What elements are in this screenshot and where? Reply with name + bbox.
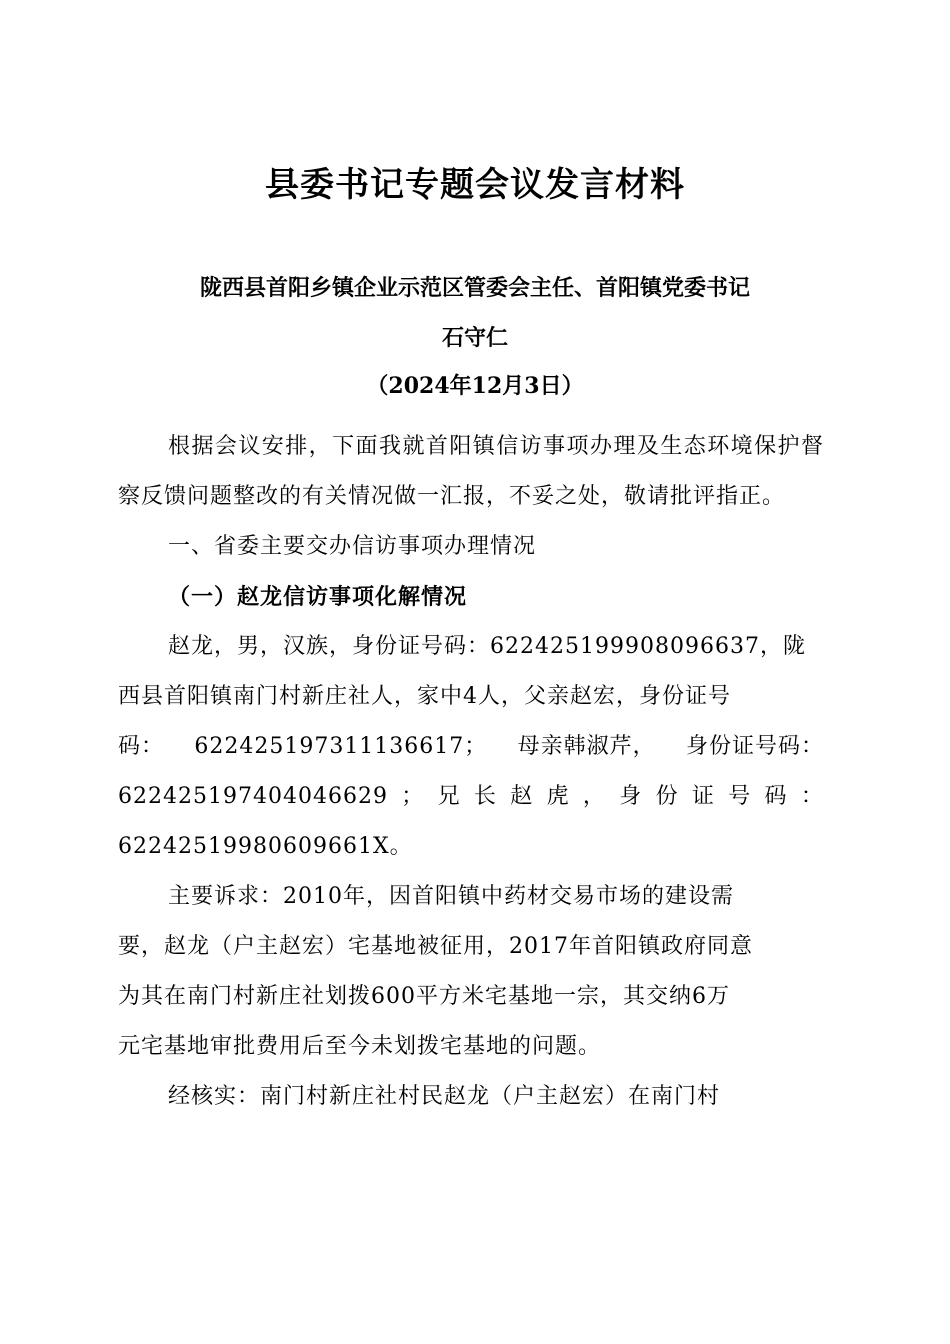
identity-line-3-part: 母亲韩淑芹， — [517, 734, 656, 759]
identity-line-4-part: 号 — [728, 784, 752, 809]
request-line-4: 元宅基地审批费用后至今未划拨宅基地的问题。 — [118, 1034, 602, 1059]
identity-line-1: 赵龙，男，汉族，身份证号码：622425199908096637，陇 — [168, 634, 806, 659]
author-name: 石守仁 — [441, 325, 508, 351]
speech-date: （2024年12月3日） — [366, 373, 584, 399]
identity-line-4-part: ， — [582, 784, 606, 809]
author-position: 陇西县首阳乡镇企业示范区管委会主任、首阳镇党委书记 — [199, 275, 750, 301]
verify-line-1: 经核实：南门村新庄社村民赵龙（户主赵宏）在南门村 — [168, 1084, 721, 1109]
identity-line-5: 62242519980609661X。 — [118, 834, 413, 859]
identity-line-4 — [118, 772, 824, 822]
document-body — [118, 422, 824, 1122]
identity-line-4-part: 码 — [764, 784, 788, 809]
identity-line-3 — [118, 722, 824, 772]
identity-line-4-part: 兄 — [437, 784, 461, 809]
identity-line-4-part: 622425197404046629 — [118, 784, 388, 809]
identity-line-2: 西县首阳镇南门村新庄社人，家中4人，父亲赵宏，身份证号 — [118, 684, 731, 709]
identity-line-4-part: 赵 — [510, 784, 534, 809]
identity-line-4-part: 长 — [473, 784, 497, 809]
identity-line-4-part: ； — [401, 784, 425, 809]
identity-line-3-part: 码： — [118, 734, 165, 759]
request-line-2: 要，赵龙（户主赵宏）宅基地被征用，2017年首阳镇政府同意 — [118, 934, 753, 959]
verify-paragraph — [118, 1072, 824, 1122]
identity-paragraph — [118, 622, 824, 872]
document-title: 县委书记专题会议发言材料 — [265, 165, 685, 205]
identity-line-4-part: ： — [800, 784, 824, 809]
subsection-heading: （一）赵龙信访事项化解情况 — [168, 584, 468, 610]
request-line-1: 主要诉求：2010年，因首阳镇中药材交易市场的建设需 — [168, 884, 734, 909]
identity-line-4-part: 证 — [691, 784, 715, 809]
request-paragraph — [118, 872, 824, 1072]
request-line-3: 为其在南门村新庄社划拨600平方米宅基地一宗，其交纳6万 — [118, 984, 730, 1009]
identity-line-4-part: 份 — [655, 784, 679, 809]
identity-line-3-part: 身份证号码： — [685, 734, 824, 759]
identity-line-3-part: 622425197311136617； — [194, 734, 488, 759]
section-heading: 一、省委主要交办信访事项办理情况 — [168, 534, 537, 559]
identity-line-4-part: 身 — [619, 784, 643, 809]
intro-paragraph: 根据会议安排，下面我就首阳镇信访事项办理及生态环境保护督察反馈问题整改的有关情况做一汇报，不妥之处，敬请批评指正。 — [118, 434, 824, 509]
identity-line-4-part: 虎 — [546, 784, 570, 809]
